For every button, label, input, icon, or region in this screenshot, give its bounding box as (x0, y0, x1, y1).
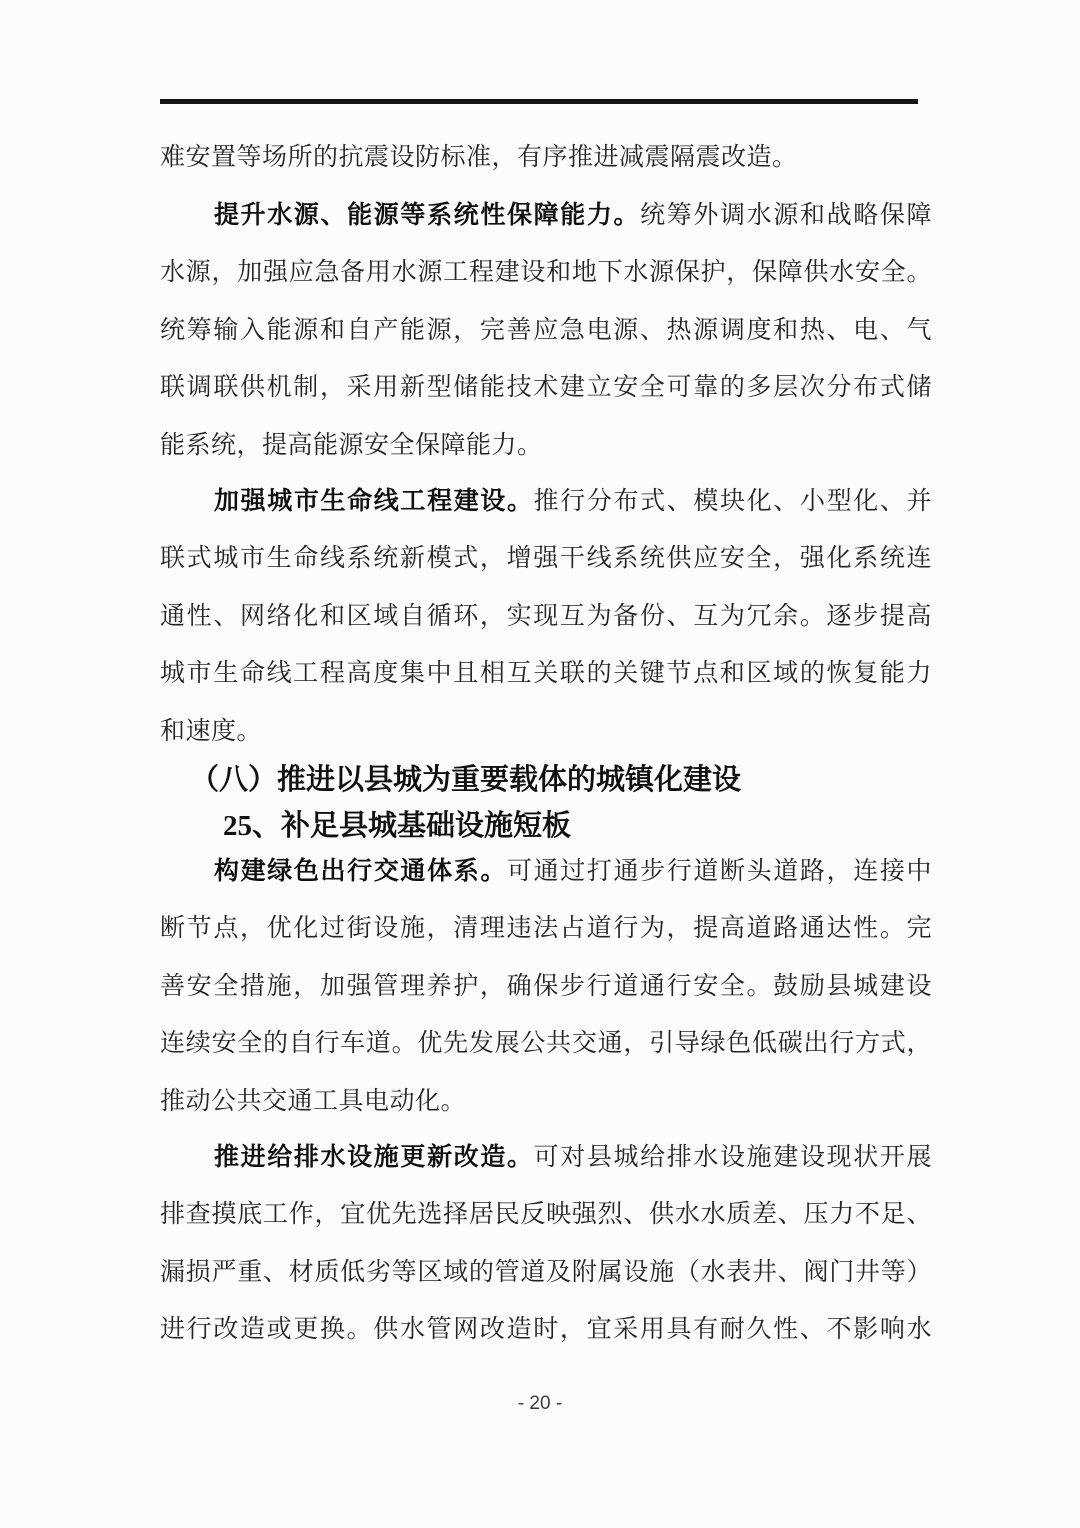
line-text: 统筹外调水源和战略保障 (640, 202, 932, 229)
text-line: 进行改造或更换。供水管网改造时，宜采用具有耐久性、不影响水 (160, 1316, 932, 1344)
text-line: 联调联供机制，采用新型储能技术建立安全可靠的多层次分布式储 (160, 374, 932, 402)
text-line: 能系统，提高能源安全保障能力。 (160, 431, 543, 459)
text-line: 通性、网络化和区域自循环，实现互为备份、互为冗余。逐步提高 (160, 602, 932, 630)
document-body (160, 0, 932, 1528)
subsection-heading: 25、补足县城基础设施短板 (223, 810, 572, 842)
text-line (160, 1129, 932, 1186)
text-line: 难安置等场所的抗震设防标准，有序推进减震隔震改造。 (160, 144, 798, 171)
section-heading: （八）推进以县城为重要载体的城镇化建设 (190, 764, 742, 796)
line-text: 可对县城给排水设施建设现状开展 (533, 1144, 932, 1171)
text-line: 推动公共交通工具电动化。 (160, 1087, 467, 1115)
paragraph (160, 129, 932, 186)
paragraph (160, 473, 932, 760)
text-line: 连续安全的自行车道。优先发展公共交通，引导绿色低碳出行方式， (160, 1030, 932, 1058)
bold-lead-in: 加强城市生命线工程建设。 (214, 488, 534, 515)
text-line: 排查摸底工作，宜优先选择居民反映强烈、供水水质差、压力不足、 (160, 1201, 932, 1229)
bold-lead-in: 提升水源、能源等系统性保障能力。 (214, 202, 641, 229)
text-line: 水源，加强应急备用水源工程建设和地下水源保护，保障供水安全。 (160, 259, 932, 287)
paragraph (160, 1129, 932, 1359)
paragraph (160, 843, 932, 1130)
text-line: 联式城市生命线系统新模式，增强干线系统供应安全，强化系统连 (160, 545, 932, 573)
bold-lead-in: 构建绿色出行交通体系。 (214, 858, 507, 885)
text-line: 和速度。 (160, 717, 263, 745)
text-line (160, 473, 932, 530)
line-text: 可通过打通步行道断头道路，连接中 (506, 858, 932, 885)
text-line (160, 187, 932, 244)
line-text: 推行分布式、模块化、小型化、并 (533, 488, 932, 515)
page-number: - 20 - (517, 1393, 563, 1414)
text-line: 统筹输入能源和自产能源，完善应急电源、热源调度和热、电、气 (160, 316, 932, 344)
text-line: 断节点，优化过街设施，清理违法占道行为，提高道路通达性。完 (160, 915, 932, 943)
text-line (160, 843, 932, 900)
text-line: 善安全措施，加强管理养护，确保步行道通行安全。鼓励县城建设 (160, 972, 932, 1000)
text-line: 漏损严重、材质低劣等区域的管道及附属设施（水表井、阀门井等） (160, 1258, 932, 1286)
bold-lead-in: 推进给排水设施更新改造。 (214, 1144, 534, 1171)
paragraph (160, 187, 932, 474)
text-line: 城市生命线工程高度集中且相互关联的关键节点和区域的恢复能力 (160, 660, 932, 688)
